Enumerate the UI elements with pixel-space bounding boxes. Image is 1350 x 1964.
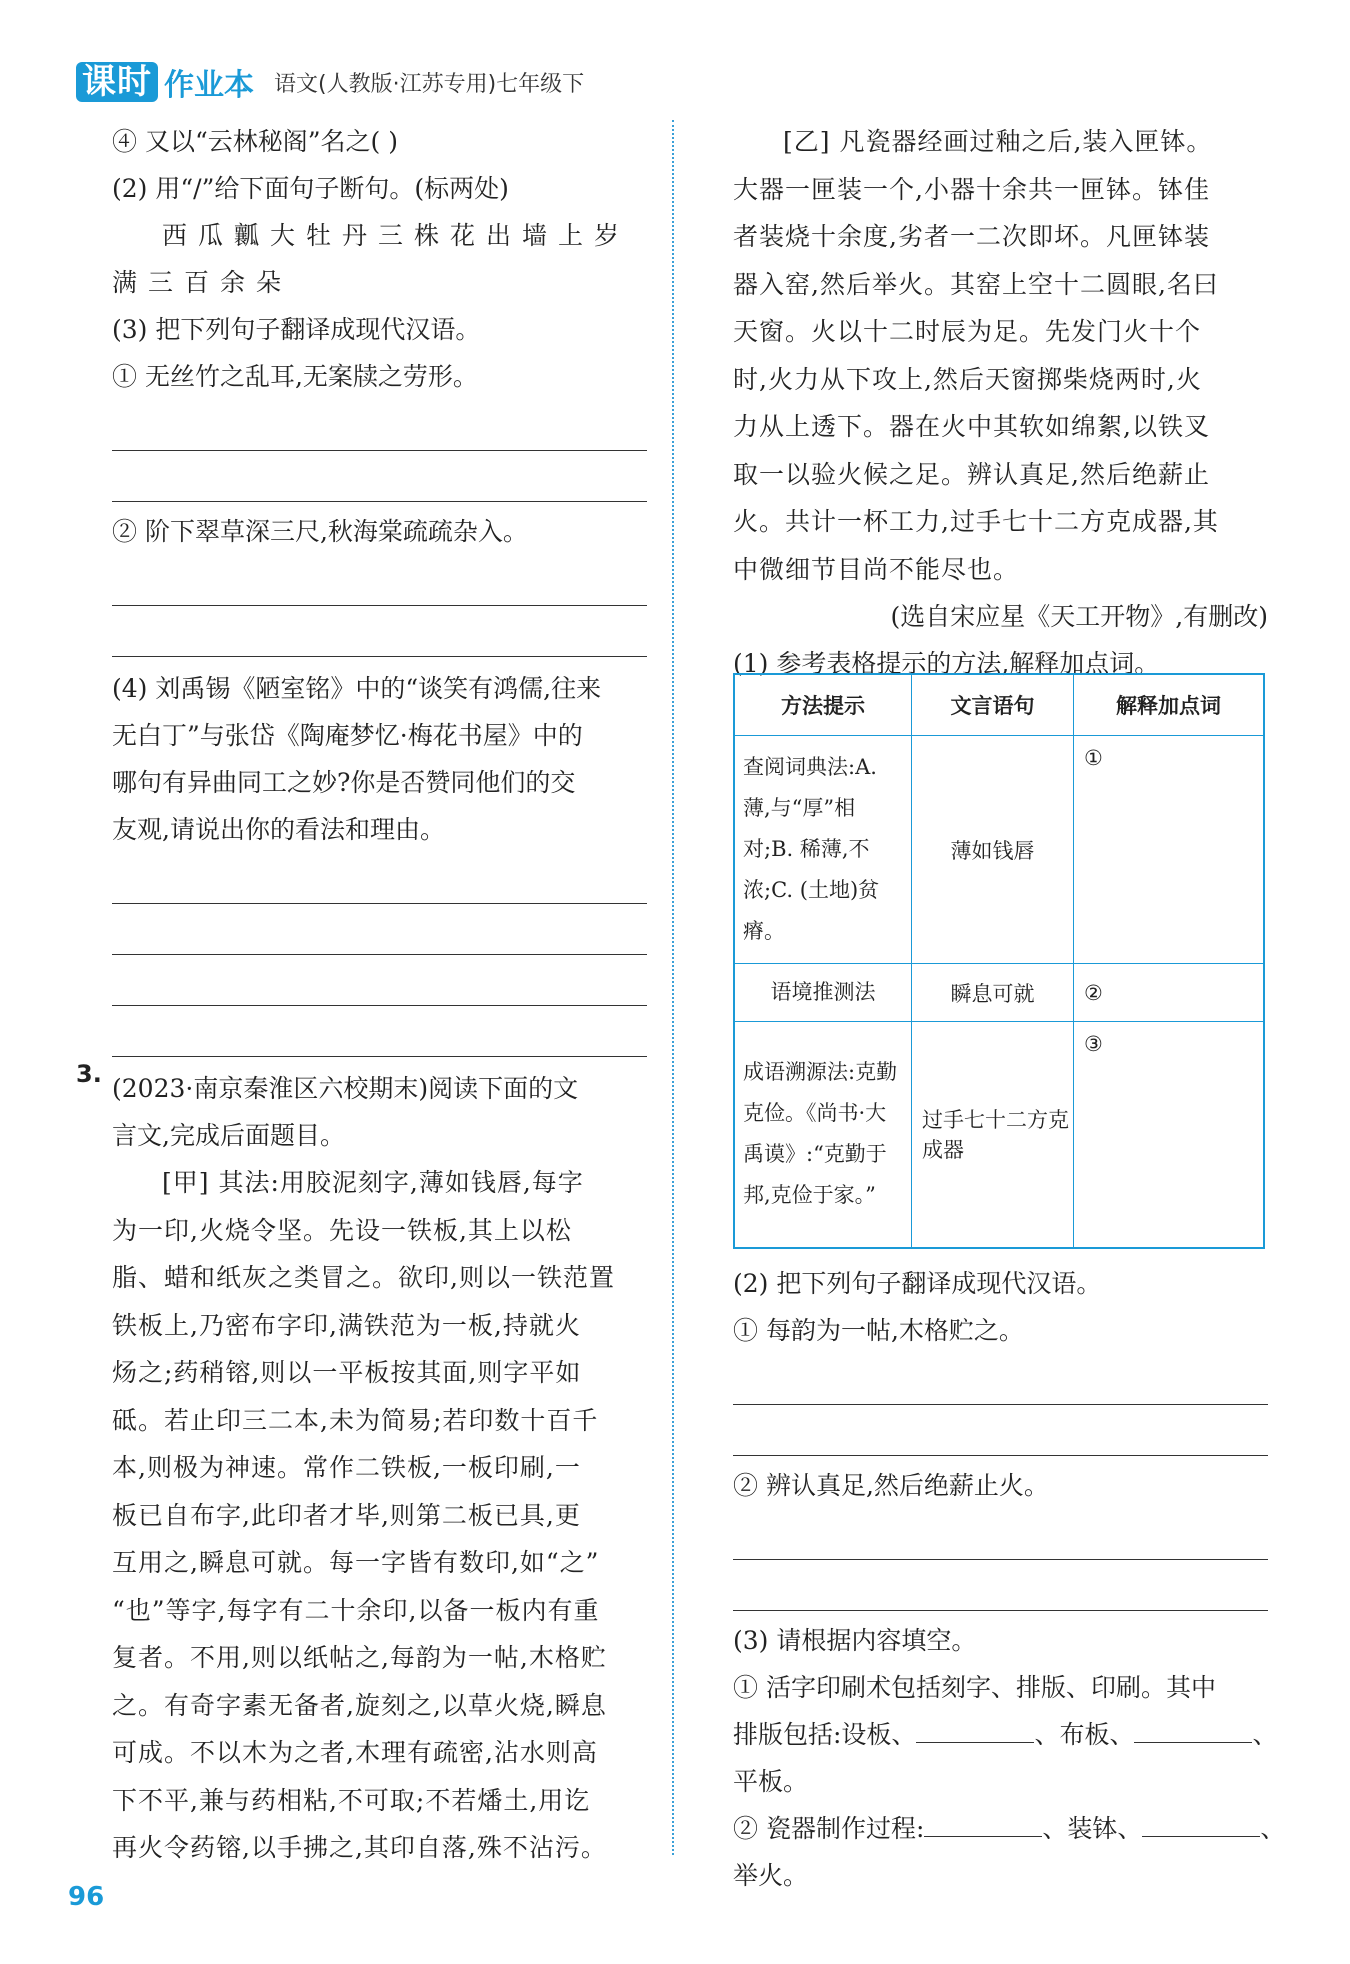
q3-line5: 举火。 — [733, 1861, 809, 1890]
answer-line[interactable] — [733, 1354, 1268, 1405]
answer-line[interactable] — [112, 955, 647, 1006]
jia-line: 本,则极为神速。常作二铁板,一板印刷,一 — [112, 1453, 581, 1482]
row1-sentence: 薄如钱唇 — [912, 736, 1074, 964]
row2-sentence: 瞬息可就 — [912, 964, 1074, 1022]
passage-source: (选自宋应星《天工开物》,有删改) — [890, 602, 1268, 631]
item-4: ④ 又以“云林秘阁”名之( ) — [112, 127, 398, 156]
jia-line: 为一印,火烧令坚。先设一铁板,其上以松 — [112, 1215, 572, 1245]
q3-prompt: (3) 把下列句子翻译成现代汉语。 — [112, 315, 481, 344]
yi-line: 力从上透下。器在火中其软如绵絮,以铁叉 — [733, 412, 1210, 441]
brand-logo: 课时 — [76, 62, 158, 102]
q3-line4 — [733, 1805, 1286, 1852]
answer-line[interactable] — [112, 853, 647, 904]
row3-answer[interactable]: ③ — [1074, 1022, 1265, 1248]
q3-line4-part-b: 、装钵、 — [1042, 1814, 1143, 1843]
yi-line: 取一以验火候之足。辨认真足,然后绝薪止 — [733, 459, 1210, 489]
row2-method: 语境推测法 — [734, 964, 912, 1022]
passage-jia — [112, 1159, 647, 1872]
yi-line: 器入窑,然后举火。其窑上空十二圆眼,名曰 — [733, 269, 1219, 299]
page-number: 96 — [68, 1882, 105, 1912]
q3-prompt-right: (3) 请根据内容填空。 — [733, 1626, 977, 1655]
fill-blank[interactable] — [924, 1816, 1042, 1837]
q3main-line2: 言文,完成后面题目。 — [112, 1121, 345, 1150]
jia-line: 板已自布字,此印者才毕,则第二板已具,更 — [112, 1500, 581, 1530]
jia-line: 可成。不以木为之者,木理有疏密,沾水则高 — [112, 1738, 598, 1767]
q3main-line1: (2023·南京秦淮区六校期末)阅读下面的文 — [112, 1074, 579, 1103]
jia-line: 之。有奇字素无备者,旋刻之,以草火烧,瞬息 — [112, 1690, 607, 1720]
brand-subtitle: 作业本 — [164, 68, 254, 103]
book-info: 语文(人教版·江苏专用)七年级下 — [274, 71, 585, 97]
answer-line[interactable] — [112, 904, 647, 955]
jia-line: 脂、蜡和纸灰之类冒之。欲印,则以一铁范置 — [112, 1263, 615, 1292]
header-method: 方法提示 — [734, 674, 912, 736]
q2-sentence-2: ② 辨认真足,然后绝薪止火。 — [733, 1471, 1049, 1500]
passage-yi — [733, 118, 1268, 593]
row2-answer[interactable]: ② — [1074, 964, 1265, 1022]
q2-sentence-line2: 满三百余朵 — [112, 268, 293, 297]
table-row — [734, 964, 1264, 1022]
table-row — [734, 1022, 1264, 1248]
answer-line[interactable] — [733, 1405, 1268, 1456]
row3-sentence: 过手七十二方克成器 — [912, 1022, 1074, 1248]
method-table — [733, 673, 1265, 1249]
q3-sentence-2: ② 阶下翠草深三尺,秋海棠疏疏杂入。 — [112, 517, 528, 546]
row1-method: 查阅词典法:A. 薄,与“厚”相对;B. 稀薄,不浓;C. (土地)贫瘠。 — [734, 736, 912, 964]
fill-blank[interactable] — [1134, 1722, 1252, 1743]
q4-line1: (4) 刘禹锡《陋室铭》中的“谈笑有鸿儒,往来 — [112, 674, 602, 703]
q3-line2-part-a: 排版包括:设板、 — [733, 1720, 917, 1749]
q3-line4-part-c: 、 — [1260, 1814, 1286, 1843]
q4-line4: 友观,请说出你的看法和理由。 — [112, 815, 445, 844]
jia-line: [甲] 其法:用胶泥刻字,薄如钱唇,每字 — [162, 1168, 584, 1197]
page-header — [76, 60, 584, 104]
yi-line: 大器一匣装一个,小器十余共一匣钵。钵佳 — [733, 174, 1210, 204]
question-3-number: 3. — [76, 1060, 102, 1088]
answer-line[interactable] — [112, 400, 647, 451]
q4-line2: 无白丁”与张岱《陶庵梦忆·梅花书屋》中的 — [112, 721, 583, 750]
answer-line[interactable] — [112, 451, 647, 502]
table-row — [734, 736, 1264, 964]
jia-line: 砥。若止印三二本,未为简易;若印数十百千 — [112, 1405, 599, 1435]
header-sentence: 文言语句 — [912, 674, 1074, 736]
right-column — [733, 118, 1268, 687]
jia-line: “也”等字,每字有二十余印,以备一板内有重 — [112, 1595, 600, 1625]
yi-line: 者装烧十余度,劣者一二次即坏。凡匣钵装 — [733, 222, 1210, 251]
fill-blank[interactable] — [1142, 1816, 1260, 1837]
yi-line: [乙] 凡瓷器经画过釉之后,装入匣钵。 — [783, 127, 1213, 156]
right-column-lower — [733, 1260, 1286, 1899]
header-answer: 解释加点词 — [1074, 674, 1265, 736]
answer-line[interactable] — [733, 1509, 1268, 1560]
row1-answer[interactable]: ① — [1074, 736, 1265, 964]
yi-line: 时,火力从下攻上,然后天窗掷柴烧两时,火 — [733, 364, 1202, 394]
answer-line[interactable] — [112, 555, 647, 606]
jia-line: 互用之,瞬息可就。每一字皆有数印,如“之” — [112, 1548, 600, 1577]
answer-line[interactable] — [112, 606, 647, 657]
jia-line: 炀之;药稍镕,则以一平板按其面,则字平如 — [112, 1358, 582, 1387]
q3-line3: 平板。 — [733, 1767, 809, 1796]
answer-line[interactable] — [733, 1560, 1268, 1611]
table-header-row — [734, 674, 1264, 736]
q4-line3: 哪句有异曲同工之妙?你是否赞同他们的交 — [112, 768, 576, 797]
yi-line: 火。共计一杯工力,过手七十二方克成器,其 — [733, 507, 1219, 536]
q1-prompt: (1) 参考表格提示的方法,解释加点词。 — [733, 649, 1160, 678]
left-column — [112, 118, 647, 1872]
q3-line2-part-c: 、 — [1252, 1720, 1278, 1749]
jia-line: 再火令药镕,以手拂之,其印自落,殊不沾污。 — [112, 1833, 607, 1862]
q3-line4-part-a: ② 瓷器制作过程: — [733, 1814, 925, 1843]
q3-line1: ① 活字印刷术包括刻字、排版、印刷。其中 — [733, 1673, 1216, 1702]
q2-prompt-right: (2) 把下列句子翻译成现代汉语。 — [733, 1269, 1102, 1298]
row3-method: 成语溯源法:克勤克俭。《尚书·大禹谟》:“克勤于邦,克俭于家。” — [734, 1022, 912, 1248]
column-divider — [672, 120, 674, 1855]
yi-line: 天窗。火以十二时辰为足。先发门火十个 — [733, 317, 1202, 346]
jia-line: 下不平,兼与药相粘,不可取;不若燔土,用讫 — [112, 1785, 591, 1815]
fill-blank[interactable] — [916, 1722, 1034, 1743]
q3-sentence-1: ① 无丝竹之乱耳,无案牍之劳形。 — [112, 362, 478, 391]
q2-sentence-1: ① 每韵为一帖,木格贮之。 — [733, 1316, 1024, 1345]
jia-line: 铁板上,乃密布字印,满铁范为一板,持就火 — [112, 1310, 581, 1340]
q2-sentence-line1: 西瓜瓤大牡丹三株花出墙上岁 — [162, 221, 631, 250]
yi-line: 中微细节目尚不能尽也。 — [733, 554, 1020, 584]
q2-prompt: (2) 用“/”给下面句子断句。(标两处) — [112, 174, 509, 203]
jia-line: 复者。不用,则以纸帖之,每韵为一帖,木格贮 — [112, 1643, 607, 1672]
q3-line2 — [733, 1711, 1278, 1758]
q3-line2-part-b: 、布板、 — [1034, 1720, 1135, 1749]
answer-line[interactable] — [112, 1006, 647, 1057]
